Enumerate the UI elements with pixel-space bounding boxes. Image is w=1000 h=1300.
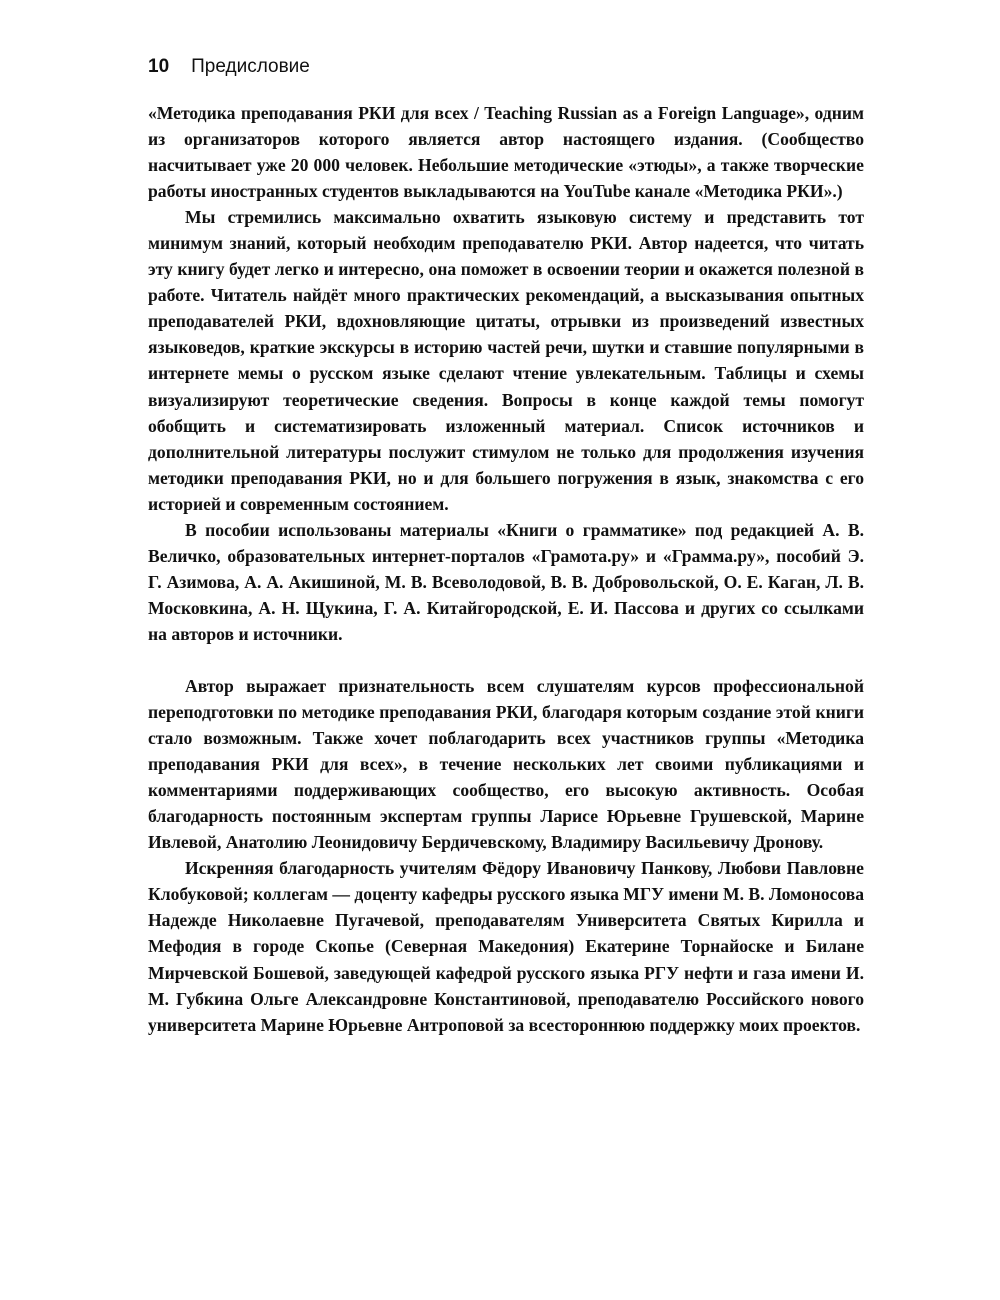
section-title: Предисловие bbox=[191, 56, 310, 77]
page-number: 10 bbox=[148, 56, 170, 77]
body-text bbox=[148, 100, 864, 1210]
paragraph: «Методика преподавания РКИ для всех / Teaching Russian as a Foreign Language», одним из организаторов которого является автор настоящего издания. (Сообщество насчитывает уже 20 000 человек. Небольшие методические «этюды», а также творческие работы иностранных студентов выкладываются на YouTube канале «Методика РКИ».) bbox=[148, 103, 864, 202]
paragraph: Автор выражает признательность всем слушателям курсов профессиональной переподготовки по методике преподавания РКИ, благодаря которым создание этой книги стало возможным. Также хочет поблагодарить всех участников группы «Методика преподавания РКИ для всех», в течение нескольких лет своими публикациями и комментариями поддерживающих сообщество, его высокую активность. Особая благодарность постоянным экспертам группы Ларисе Юрьевне Грушевской, Марине Ивлевой, Анатолию Леонидовичу Бердичевскому, Владимиру Васильевичу Дронову. bbox=[148, 675, 864, 853]
running-header bbox=[148, 56, 310, 80]
paragraph: В пособии использованы материалы «Книги о грамматике» под редакцией А. В. Величко, образовательных интернет-порталов «Грамота.ру» и «Грамма.ру», пособий Э. Г. Азимова, А. А. Акишиной, М. В. Всеволодовой, В. В. Добровольской, О. Е. Каган, Л. В. Московкина, А. Н. Щукина, Г. А. Китайгородской, Е. И. Пассова и других со ссылками на авторов и источники. bbox=[148, 519, 864, 644]
section-gap bbox=[148, 647, 864, 673]
paragraph: Искренняя благодарность учителям Фёдору Ивановичу Панкову, Любови Павловне Клобуковой; коллегам — доценту кафедры русского языка МГУ имени М. В. Ломоносова Надежде Николаевне Пугачевой, преподавателям Университета Святых Кирилла и Мефодия в городе Скопье (Северная Македония) Екатерине Торнайоске и Билане Мирчевской Бошевой, заведующей кафедрой русского языка РГУ нефти и газа имени И. М. Губкина Ольге Александровне Константиновой, преподавателю Российского нового университета Марине Юрьевне Антроповой за всестороннюю поддержку моих проектов. bbox=[148, 858, 864, 1035]
paragraph: Мы стремились максимально охватить языковую систему и представить тот минимум знаний, который необходим преподавателю РКИ. Автор надеется, что читать эту книгу будет легко и интересно, она поможет в освоении теории и окажется полезной в работе. Читатель найдёт много практических рекомендаций, а высказывания опытных преподавателей РКИ, вдохновляющие цитаты, отрывки из произведений известных языковедов, краткие экскурсы в историю частей речи, шутки и ставшие популярными в интернете мемы о русском языке сделают чтение увлекательным. Таблицы и схемы визуализируют теоретические сведения. Вопросы в конце каждой темы помогут обобщить и систематизировать изложенный материал. Список источников и дополнительной литературы послужит стимулом не только для продолжения изучения методики преподавания РКИ, но и для большего погружения в язык, знакомства с его историей и современным состоянием. bbox=[148, 207, 864, 514]
